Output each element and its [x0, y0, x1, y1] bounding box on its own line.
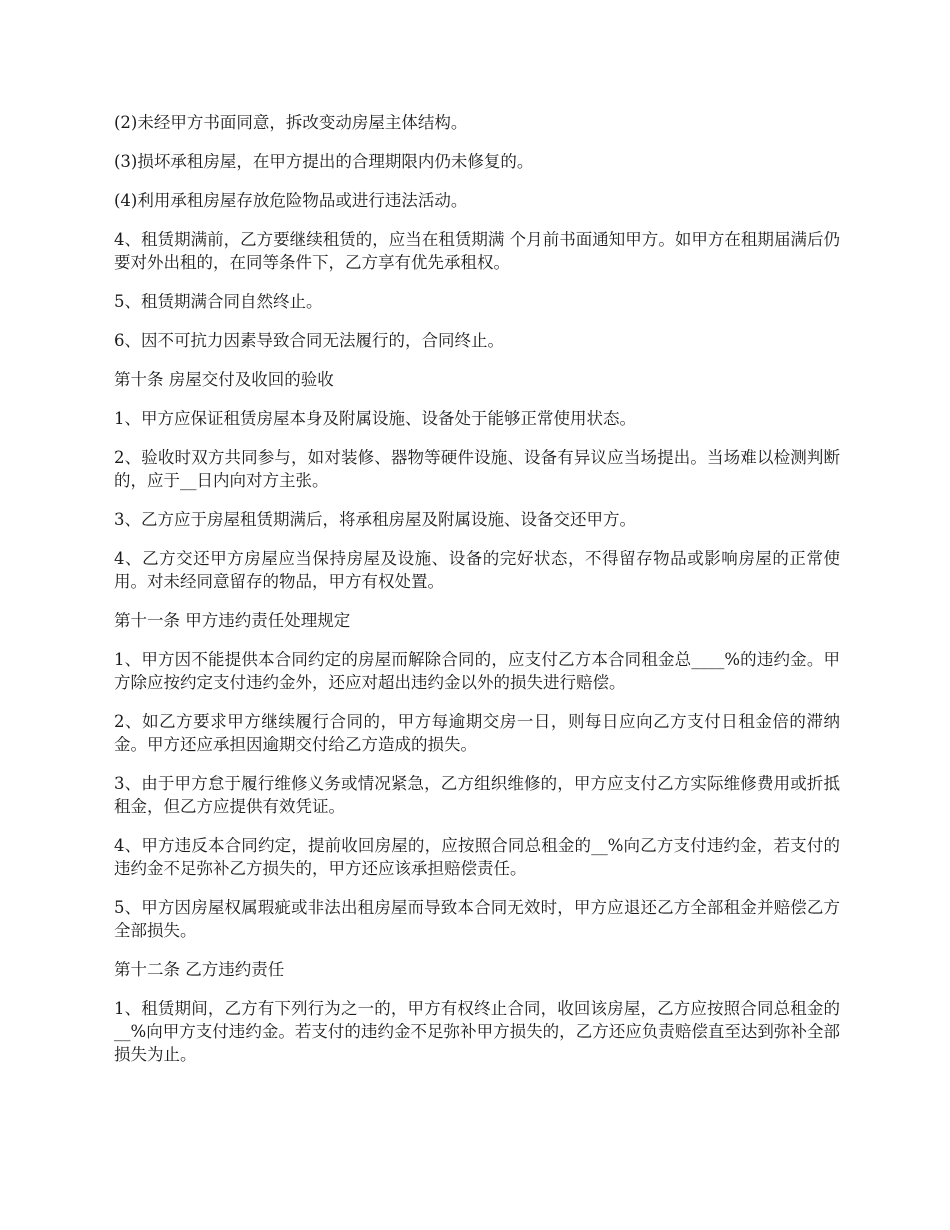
article-11-item-3: 3、由于甲方怠于履行维修义务或情况紧急，乙方组织维修的，甲方应支付乙方实际维修费用或折抵租金，但乙方应提供有效凭证。 [114, 774, 840, 816]
clause-renewal-notice: 4、租赁期满前，乙方要继续租赁的，应当在租赁期满 个月前书面通知甲方。如甲方在租期届满后仍要对外出租的，在同等条件下，乙方享有优先承租权。 [114, 230, 840, 272]
article-10-item-2: 2、验收时双方共同参与，如对装修、器物等硬件设施、设备有异议应当场提出。当场难以检测判断的，应于__日内向对方主张。 [114, 448, 840, 490]
article-10-item-3: 3、乙方应于房屋租赁期满后，将承租房屋及附属设施、设备交还甲方。 [114, 510, 636, 529]
article-12-item-1: 1、租赁期间，乙方有下列行为之一的，甲方有权终止合同，收回该房屋，乙方应按照合同总租金的__%向甲方支付违约金。若支付的违约金不足弥补甲方损失的，乙方还应负责赔偿直至达到弥补全部损失为止。 [114, 999, 840, 1064]
clause-item-4-dangerous-goods: (4)利用承租房屋存放危险物品或进行违法活动。 [114, 191, 468, 210]
article-11-item-2: 2、如乙方要求甲方继续履行合同的，甲方每逾期交房一日，则每日应向乙方支付日租金倍的滞纳金。甲方还应承担因逾期交付给乙方造成的损失。 [114, 712, 840, 754]
article-11-heading: 第十一条 甲方违约责任处理规定 [114, 611, 351, 630]
article-11-item-1: 1、甲方因不能提供本合同约定的房屋而解除合同的，应支付乙方本合同租金总____%的违约金。甲方除应按约定支付违约金外，还应对超出违约金以外的损失进行赔偿。 [114, 650, 840, 692]
article-11-item-4: 4、甲方违反本合同约定，提前收回房屋的，应按照合同总租金的__%向乙方支付违约金，若支付的违约金不足弥补乙方损失的，甲方还应该承担赔偿责任。 [114, 836, 840, 878]
article-10-item-1: 1、甲方应保证租赁房屋本身及附属设施、设备处于能够正常使用状态。 [114, 409, 636, 428]
article-11-item-5: 5、甲方因房屋权属瑕疵或非法出租房屋而导致本合同无效时，甲方应退还乙方全部租金并赔偿乙方全部损失。 [114, 898, 840, 940]
article-12-heading: 第十二条 乙方违约责任 [114, 960, 285, 979]
article-10-item-4: 4、乙方交还甲方房屋应当保持房屋及设施、设备的完好状态，不得留存物品或影响房屋的正常使用。对未经同意留存的物品，甲方有权处置。 [114, 549, 840, 591]
clause-item-3-damage-not-repaired: (3)损坏承租房屋，在甲方提出的合理期限内仍未修复的。 [114, 152, 534, 171]
clause-item-2-no-structural-change: (2)未经甲方书面同意，拆改变动房屋主体结构。 [114, 113, 468, 132]
clause-natural-termination: 5、租赁期满合同自然终止。 [114, 292, 323, 311]
article-10-heading: 第十条 房屋交付及收回的验收 [114, 370, 334, 389]
clause-force-majeure: 6、因不可抗力因素导致合同无法履行的，合同终止。 [114, 331, 504, 350]
